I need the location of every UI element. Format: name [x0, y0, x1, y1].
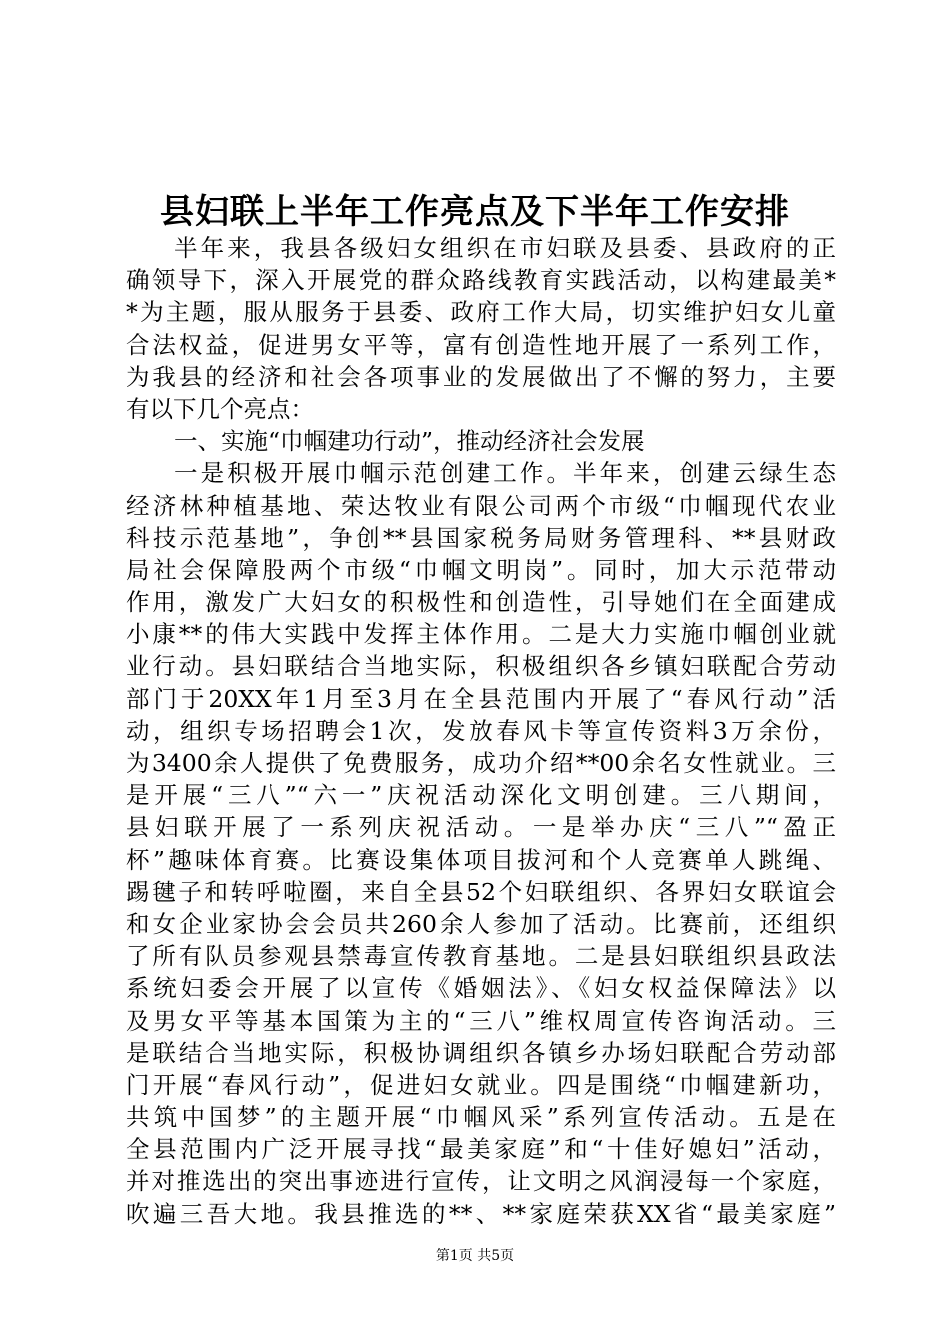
paragraph-line: 是联结合当地实际，积极协调组织各镇乡办场妇联配合劳动部 — [126, 1038, 836, 1067]
paragraph-line: *为主题，服从服务于县委、政府工作大局，切实维护妇女儿童 — [126, 298, 836, 327]
document-title: 县妇联上半年工作亮点及下半年工作安排 — [160, 192, 790, 232]
paragraph-line: 是开展“三八”“六一”庆祝活动深化文明创建。三八期间， — [126, 781, 836, 810]
paragraph-line: 吹遍三吾大地。我县推选的**、**家庭荣获XX省“最美家庭” — [126, 1199, 836, 1228]
paragraph-line: 踢毽子和转呼啦圈，来自全县52个妇联组织、各界妇女联谊会 — [126, 877, 836, 906]
paragraph-line: 并对推选出的突出事迹进行宣传，让文明之风润浸每一个家庭， — [126, 1167, 836, 1196]
paragraph-line: 一是积极开展巾帼示范创建工作。半年来，创建云绿生态 — [174, 459, 836, 488]
paragraph-line: 和女企业家协会会员共260余人参加了活动。比赛前，还组织 — [126, 909, 836, 938]
paragraph-line: 门开展“春风行动”，促进妇女就业。四是围绕“巾帼建新功， — [126, 1070, 836, 1099]
paragraph-line: 为我县的经济和社会各项事业的发展做出了不懈的努力，主要 — [126, 362, 836, 391]
paragraph-line: 有以下几个亮点： — [126, 394, 314, 423]
paragraph-line: 杯”趣味体育赛。比赛设集体项目拔河和个人竞赛单人跳绳、 — [126, 845, 836, 874]
paragraph-line: 了所有队员参观县禁毒宣传教育基地。二是县妇联组织县政法 — [126, 942, 836, 971]
paragraph-line: 合法权益，促进男女平等，富有创造性地开展了一系列工作， — [126, 330, 836, 359]
paragraph-line: 动，组织专场招聘会1次，发放春风卡等宣传资料3万余份， — [126, 716, 836, 745]
paragraph-line: 确领导下，深入开展党的群众路线教育实践活动，以构建最美* — [126, 266, 836, 295]
document-body — [126, 232, 836, 1230]
paragraph-line: 县妇联开展了一系列庆祝活动。一是举办庆“三八”“盈正 — [126, 813, 836, 842]
paragraph-line: 业行动。县妇联结合当地实际，积极组织各乡镇妇联配合劳动 — [126, 652, 836, 681]
paragraph-line: 部门于20XX年1月至3月在全县范围内开展了“春风行动”活 — [126, 684, 836, 713]
paragraph-line: 作用，激发广大妇女的积极性和创造性，引导她们在全面建成 — [126, 588, 836, 617]
paragraph-line: 全县范围内广泛开展寻找“最美家庭”和“十佳好媳妇”活动， — [126, 1135, 836, 1164]
paragraph-line: 及男女平等基本国策为主的“三八”维权周宣传咨询活动。三 — [126, 1006, 836, 1035]
paragraph-line: 为3400余人提供了免费服务，成功介绍**00余名女性就业。三 — [126, 749, 836, 777]
paragraph-line: 小康**的伟大实践中发挥主体作用。二是大力实施巾帼创业就 — [126, 620, 836, 649]
paragraph-line: 经济林种植基地、荣达牧业有限公司两个市级“巾帼现代农业 — [126, 491, 836, 520]
paragraph-line: 半年来，我县各级妇女组织在市妇联及县委、县政府的正 — [174, 234, 836, 262]
paragraph-line: 科技示范基地”，争创**县国家税务局财务管理科、**县财政 — [126, 523, 836, 552]
paragraph-line: 系统妇委会开展了以宣传《婚姻法》、《妇女权益保障法》以 — [126, 974, 836, 1003]
section-heading: 一、实施“巾帼建功行动”，推动经济社会发展 — [174, 427, 645, 456]
paragraph-line: 共筑中国梦”的主题开展“巾帼风采”系列宣传活动。五是在 — [126, 1103, 836, 1132]
page-number-footer: 第1页 共5页 — [435, 1248, 515, 1264]
paragraph-line: 局社会保障股两个市级“巾帼文明岗”。同时，加大示范带动 — [126, 555, 836, 584]
